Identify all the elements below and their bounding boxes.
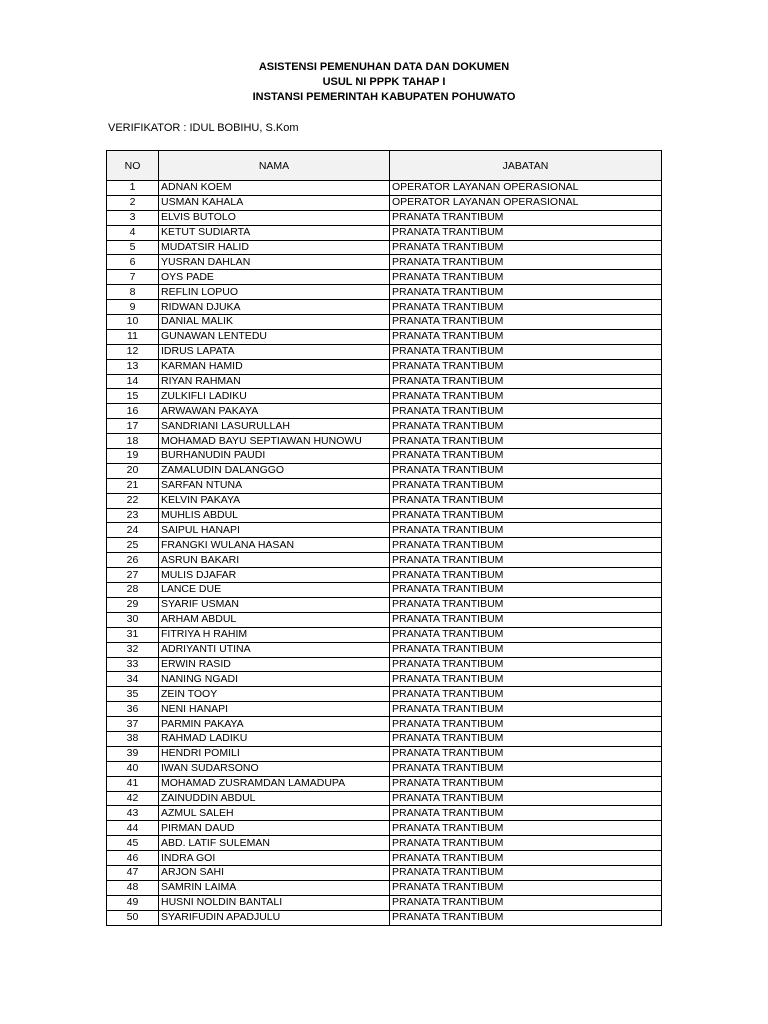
cell-jabatan: PRANATA TRANTIBUM [390, 702, 662, 717]
cell-no: 43 [107, 806, 159, 821]
cell-no: 33 [107, 657, 159, 672]
cell-jabatan: PRANATA TRANTIBUM [390, 612, 662, 627]
cell-no: 2 [107, 195, 159, 210]
cell-no: 35 [107, 687, 159, 702]
cell-nama: GUNAWAN LENTEDU [159, 329, 390, 344]
table-row [107, 285, 662, 300]
cell-no: 13 [107, 359, 159, 374]
verifikator-label: VERIFIKATOR : IDUL BOBIHU, S.Kom [108, 122, 299, 134]
cell-nama: RIDWAN DJUKA [159, 300, 390, 315]
title-line-3: INSTANSI PEMERINTAH KABUPATEN POHUWATO [252, 91, 516, 103]
cell-jabatan: PRANATA TRANTIBUM [390, 851, 662, 866]
cell-jabatan: PRANATA TRANTIBUM [390, 329, 662, 344]
cell-nama: ZULKIFLI LADIKU [159, 389, 390, 404]
table-row [107, 493, 662, 508]
column-header-no: NO [107, 151, 159, 181]
cell-nama: SYARIFUDIN APADJULU [159, 910, 390, 925]
cell-nama: SANDRIANI LASURULLAH [159, 419, 390, 434]
cell-jabatan: PRANATA TRANTIBUM [390, 240, 662, 255]
cell-no: 17 [107, 419, 159, 434]
cell-no: 42 [107, 791, 159, 806]
cell-nama: AZMUL SALEH [159, 806, 390, 821]
table-row [107, 344, 662, 359]
table-row [107, 657, 662, 672]
table-row [107, 761, 662, 776]
table-row [107, 553, 662, 568]
cell-jabatan: PRANATA TRANTIBUM [390, 523, 662, 538]
cell-jabatan: PRANATA TRANTIBUM [390, 731, 662, 746]
cell-jabatan: PRANATA TRANTIBUM [390, 538, 662, 553]
column-header-jabatan: JABATAN [390, 151, 662, 181]
cell-no: 3 [107, 210, 159, 225]
cell-nama: FITRIYA H RAHIM [159, 627, 390, 642]
cell-nama: KELVIN PAKAYA [159, 493, 390, 508]
table-row [107, 627, 662, 642]
table-row [107, 315, 662, 330]
cell-jabatan: PRANATA TRANTIBUM [390, 836, 662, 851]
cell-jabatan: PRANATA TRANTIBUM [390, 553, 662, 568]
cell-no: 29 [107, 597, 159, 612]
table-row [107, 195, 662, 210]
table-header-row [107, 151, 662, 181]
table-row [107, 791, 662, 806]
table-row [107, 389, 662, 404]
table-row [107, 880, 662, 895]
cell-nama: IDRUS LAPATA [159, 344, 390, 359]
cell-jabatan: PRANATA TRANTIBUM [390, 255, 662, 270]
table-row [107, 478, 662, 493]
cell-no: 37 [107, 717, 159, 732]
cell-no: 6 [107, 255, 159, 270]
cell-nama: SAIPUL HANAPI [159, 523, 390, 538]
cell-no: 21 [107, 478, 159, 493]
table-row [107, 642, 662, 657]
cell-no: 10 [107, 315, 159, 330]
cell-jabatan: PRANATA TRANTIBUM [390, 568, 662, 583]
cell-no: 27 [107, 568, 159, 583]
cell-nama: ADNAN KOEM [159, 181, 390, 196]
cell-no: 5 [107, 240, 159, 255]
table-row [107, 717, 662, 732]
cell-no: 45 [107, 836, 159, 851]
cell-jabatan: PRANATA TRANTIBUM [390, 493, 662, 508]
table-row [107, 508, 662, 523]
employee-table [106, 150, 662, 926]
cell-jabatan: PRANATA TRANTIBUM [390, 791, 662, 806]
table-row [107, 806, 662, 821]
table-row [107, 895, 662, 910]
table-row [107, 419, 662, 434]
table-row [107, 329, 662, 344]
cell-jabatan: PRANATA TRANTIBUM [390, 344, 662, 359]
cell-jabatan: PRANATA TRANTIBUM [390, 508, 662, 523]
cell-jabatan: PRANATA TRANTIBUM [390, 672, 662, 687]
table-row [107, 374, 662, 389]
cell-no: 19 [107, 449, 159, 464]
cell-nama: RIYAN RAHMAN [159, 374, 390, 389]
title-line-1: ASISTENSI PEMENUHAN DATA DAN DOKUMEN [258, 61, 510, 73]
cell-no: 23 [107, 508, 159, 523]
cell-no: 4 [107, 225, 159, 240]
cell-nama: NENI HANAPI [159, 702, 390, 717]
table-row [107, 181, 662, 196]
table-row [107, 404, 662, 419]
cell-nama: MUHLIS ABDUL [159, 508, 390, 523]
cell-jabatan: PRANATA TRANTIBUM [390, 821, 662, 836]
cell-no: 30 [107, 612, 159, 627]
cell-no: 32 [107, 642, 159, 657]
cell-no: 41 [107, 776, 159, 791]
cell-jabatan: PRANATA TRANTIBUM [390, 776, 662, 791]
cell-nama: MULIS DJAFAR [159, 568, 390, 583]
table-row [107, 731, 662, 746]
cell-jabatan: PRANATA TRANTIBUM [390, 657, 662, 672]
cell-jabatan: PRANATA TRANTIBUM [390, 300, 662, 315]
cell-nama: IWAN SUDARSONO [159, 761, 390, 776]
cell-jabatan: PRANATA TRANTIBUM [390, 389, 662, 404]
cell-nama: ZEIN TOOY [159, 687, 390, 702]
cell-nama: PIRMAN DAUD [159, 821, 390, 836]
cell-no: 1 [107, 181, 159, 196]
cell-nama: BURHANUDIN PAUDI [159, 449, 390, 464]
cell-no: 40 [107, 761, 159, 776]
cell-nama: HENDRI POMILI [159, 746, 390, 761]
cell-jabatan: PRANATA TRANTIBUM [390, 478, 662, 493]
cell-nama: LANCE DUE [159, 583, 390, 598]
cell-no: 49 [107, 895, 159, 910]
cell-no: 24 [107, 523, 159, 538]
cell-nama: SAMRIN LAIMA [159, 880, 390, 895]
cell-jabatan: PRANATA TRANTIBUM [390, 597, 662, 612]
cell-nama: ABD. LATIF SULEMAN [159, 836, 390, 851]
cell-no: 12 [107, 344, 159, 359]
table-row [107, 568, 662, 583]
cell-jabatan: PRANATA TRANTIBUM [390, 285, 662, 300]
cell-nama: SARFAN NTUNA [159, 478, 390, 493]
cell-nama: INDRA GOI [159, 851, 390, 866]
table-row [107, 702, 662, 717]
cell-no: 46 [107, 851, 159, 866]
cell-nama: MUDATSIR HALID [159, 240, 390, 255]
cell-jabatan: PRANATA TRANTIBUM [390, 806, 662, 821]
cell-nama: ARHAM ABDUL [159, 612, 390, 627]
cell-no: 14 [107, 374, 159, 389]
cell-nama: OYS PADE [159, 270, 390, 285]
cell-jabatan: PRANATA TRANTIBUM [390, 434, 662, 449]
cell-jabatan: PRANATA TRANTIBUM [390, 463, 662, 478]
table-row [107, 449, 662, 464]
cell-jabatan: OPERATOR LAYANAN OPERASIONAL [390, 195, 662, 210]
cell-nama: NANING NGADI [159, 672, 390, 687]
cell-nama: MOHAMAD BAYU SEPTIAWAN HUNOWU [159, 434, 390, 449]
table-row [107, 240, 662, 255]
column-header-nama: NAMA [159, 151, 390, 181]
table-row [107, 359, 662, 374]
cell-jabatan: PRANATA TRANTIBUM [390, 210, 662, 225]
cell-no: 44 [107, 821, 159, 836]
cell-nama: ERWIN RASID [159, 657, 390, 672]
table-row [107, 597, 662, 612]
cell-nama: FRANGKI WULANA HASAN [159, 538, 390, 553]
cell-jabatan: PRANATA TRANTIBUM [390, 717, 662, 732]
cell-nama: ARWAWAN PAKAYA [159, 404, 390, 419]
table-row [107, 225, 662, 240]
cell-nama: KARMAN HAMID [159, 359, 390, 374]
cell-jabatan: PRANATA TRANTIBUM [390, 627, 662, 642]
cell-no: 50 [107, 910, 159, 925]
table-row [107, 463, 662, 478]
cell-jabatan: PRANATA TRANTIBUM [390, 315, 662, 330]
table-body [107, 181, 662, 926]
table-row [107, 776, 662, 791]
cell-nama: PARMIN PAKAYA [159, 717, 390, 732]
table-row [107, 583, 662, 598]
cell-nama: REFLIN LOPUO [159, 285, 390, 300]
table-row [107, 865, 662, 880]
cell-nama: ASRUN BAKARI [159, 553, 390, 568]
table-row [107, 300, 662, 315]
table-row [107, 746, 662, 761]
cell-no: 9 [107, 300, 159, 315]
cell-jabatan: PRANATA TRANTIBUM [390, 880, 662, 895]
cell-no: 28 [107, 583, 159, 598]
cell-jabatan: PRANATA TRANTIBUM [390, 359, 662, 374]
cell-jabatan: PRANATA TRANTIBUM [390, 270, 662, 285]
table-row [107, 836, 662, 851]
cell-no: 48 [107, 880, 159, 895]
cell-jabatan: PRANATA TRANTIBUM [390, 419, 662, 434]
cell-nama: RAHMAD LADIKU [159, 731, 390, 746]
cell-no: 25 [107, 538, 159, 553]
cell-nama: YUSRAN DAHLAN [159, 255, 390, 270]
table-row [107, 523, 662, 538]
cell-nama: ZAINUDDIN ABDUL [159, 791, 390, 806]
table-row [107, 255, 662, 270]
cell-nama: SYARIF USMAN [159, 597, 390, 612]
cell-jabatan: PRANATA TRANTIBUM [390, 404, 662, 419]
cell-no: 31 [107, 627, 159, 642]
cell-no: 36 [107, 702, 159, 717]
cell-jabatan: PRANATA TRANTIBUM [390, 225, 662, 240]
cell-nama: ADRIYANTI UTINA [159, 642, 390, 657]
cell-nama: HUSNI NOLDIN BANTALI [159, 895, 390, 910]
cell-jabatan: PRANATA TRANTIBUM [390, 865, 662, 880]
table-row [107, 910, 662, 925]
cell-jabatan: PRANATA TRANTIBUM [390, 761, 662, 776]
cell-no: 7 [107, 270, 159, 285]
table-row [107, 612, 662, 627]
cell-nama: ZAMALUDIN DALANGGO [159, 463, 390, 478]
cell-no: 20 [107, 463, 159, 478]
title-line-2: USUL NI PPPK TAHAP I [322, 76, 446, 88]
table-row [107, 687, 662, 702]
cell-nama: ARJON SAHI [159, 865, 390, 880]
cell-no: 38 [107, 731, 159, 746]
table-row [107, 821, 662, 836]
cell-no: 34 [107, 672, 159, 687]
cell-no: 47 [107, 865, 159, 880]
cell-nama: ELVIS BUTOLO [159, 210, 390, 225]
cell-nama: USMAN KAHALA [159, 195, 390, 210]
document-title [0, 60, 768, 105]
cell-jabatan: PRANATA TRANTIBUM [390, 449, 662, 464]
cell-no: 39 [107, 746, 159, 761]
cell-jabatan: PRANATA TRANTIBUM [390, 374, 662, 389]
cell-no: 11 [107, 329, 159, 344]
table-row [107, 851, 662, 866]
cell-jabatan: PRANATA TRANTIBUM [390, 746, 662, 761]
table-row [107, 210, 662, 225]
table-row [107, 538, 662, 553]
cell-jabatan: PRANATA TRANTIBUM [390, 687, 662, 702]
cell-no: 18 [107, 434, 159, 449]
table-row [107, 672, 662, 687]
cell-nama: DANIAL MALIK [159, 315, 390, 330]
cell-no: 15 [107, 389, 159, 404]
cell-no: 16 [107, 404, 159, 419]
cell-no: 26 [107, 553, 159, 568]
table-row [107, 270, 662, 285]
cell-nama: KETUT SUDIARTA [159, 225, 390, 240]
cell-jabatan: PRANATA TRANTIBUM [390, 910, 662, 925]
cell-no: 22 [107, 493, 159, 508]
cell-jabatan: PRANATA TRANTIBUM [390, 895, 662, 910]
cell-nama: MOHAMAD ZUSRAMDAN LAMADUPA [159, 776, 390, 791]
cell-jabatan: PRANATA TRANTIBUM [390, 583, 662, 598]
table-row [107, 434, 662, 449]
cell-no: 8 [107, 285, 159, 300]
cell-jabatan: PRANATA TRANTIBUM [390, 642, 662, 657]
cell-jabatan: OPERATOR LAYANAN OPERASIONAL [390, 181, 662, 196]
